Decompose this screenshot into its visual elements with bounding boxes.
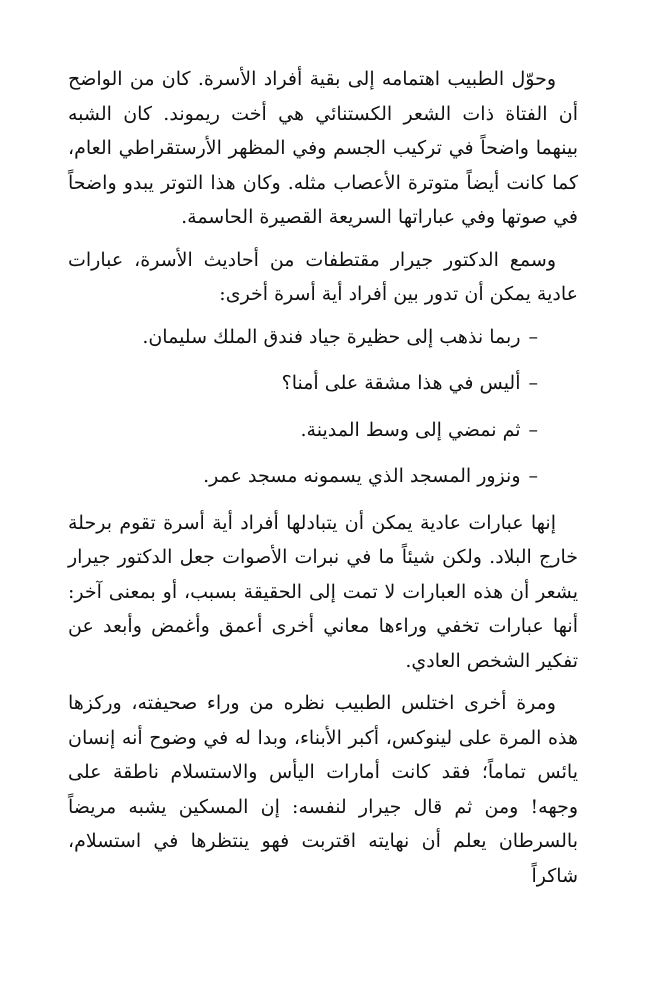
paragraph: وحوّل الطبيب اهتمامه إلى بقية أفراد الأسرة. كان من الواضح أن الفتاة ذات الشعر الكستنائي هي أخت ريموند. كان الشبه بينهما واضحاً في تركيب الجسم وفي المظهر الأرستقراطي العام، كما كانت أيضاً متوترة الأعصاب مثله. وكان هذا التوتر يبدو واضحاً في صوتها وفي عباراتها السريعة القصيرة الحاسمة.: [68, 68, 578, 228]
paragraph: إنها عبارات عادية يمكن أن يتبادلها أفراد أية أسرة تقوم برحلة خارج البلاد. ولكن شيئاً ما في نبرات الأصوات جعل الدكتور جيرار يشعر أن هذه العبارات لا تمت إلى الحقيقة بسبب، أو بمعنى آخر: أنها عبارات تخفي وراءها معاني أخرى أعمق وأغمض وأبعد عن تفكير الشخص العادي.: [68, 511, 578, 672]
dialogue-dash: –: [528, 325, 538, 348]
dialogue-line: [68, 366, 578, 401]
dialogue-text: ثم نمضي إلى وسط المدينة.: [300, 418, 521, 441]
paragraph: وسمع الدكتور جيرار مقتطفات من أحاديث الأسرة، عبارات عادية يمكن أن تدور بين أفراد أية أسرة أخرى:: [68, 248, 578, 305]
dialogue-line: [68, 320, 578, 355]
dialogue-line: [68, 413, 578, 448]
dialogue-dash: –: [528, 465, 538, 487]
dialogue-dash: –: [528, 418, 538, 441]
dialogue-dash: –: [528, 372, 538, 394]
dialogue-text: ونزور المسجد الذي يسمونه مسجد عمر.: [203, 465, 521, 487]
dialogue-text: ربما نذهب إلى حظيرة جياد فندق الملك سليمان.: [142, 325, 521, 348]
dialogue-text: أليس في هذا مشقة على أمنا؟: [281, 372, 521, 394]
dialogue-line: [68, 459, 578, 494]
paragraph: ومرة أخرى اختلس الطبيب نظره من وراء صحيفته، وركزها هذه المرة على لينوكس، أكبر الأبناء، وبدا له في وضوح أنه إنسان يائس تماماً؛ فقد كانت أمارات اليأس والاستسلام ناطقة على وجهه! ومن ثم قال جيرار لنفسه: إن المسكين يشبه مريضاً بالسرطان يعلم أن نهايته اقتربت فهو ينتظرها في استسلام، شاكراً: [68, 692, 578, 887]
book-page: [68, 62, 578, 901]
